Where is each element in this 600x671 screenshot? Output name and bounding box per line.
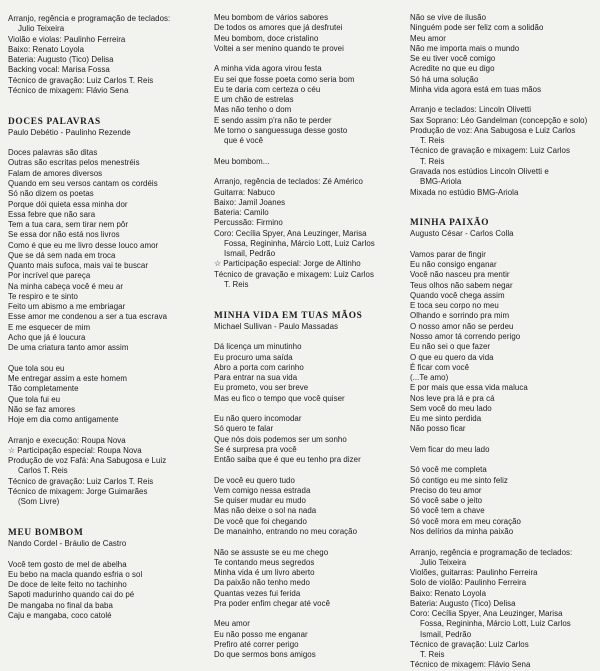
blank-line <box>214 54 404 64</box>
blank-line <box>8 96 204 106</box>
text-line: Preciso do teu amor <box>410 485 482 495</box>
text-line: Por incrível que pareça <box>8 271 91 281</box>
text-line-continued: T. Reis <box>420 650 445 660</box>
text-line: Hoje em dia como antigamente <box>8 415 119 425</box>
text-line: Mas não tenho o dom <box>214 105 292 115</box>
text-line: Técnico de gravação: Luiz Carlos T. Reis <box>8 75 154 85</box>
text-line: Me entregar assim a este homem <box>8 374 128 384</box>
text-line: Dá licença um minutinho <box>214 342 302 352</box>
blank-line <box>214 290 404 300</box>
blank-line <box>214 609 404 619</box>
text-line: Coro: Cecília Spyer, Ana Leuzinger, Marisa <box>214 228 367 238</box>
text-line: E me esquecer de mim <box>8 322 91 332</box>
text-line: O nosso amor não se perdeu <box>410 321 514 331</box>
column-right <box>410 13 598 671</box>
text-line: Na minha cabeça você é meu ar <box>8 281 124 291</box>
text-line: Mas não deixe o sol na nada <box>214 506 317 516</box>
text-line: Minha vida é um livro aberto <box>214 568 315 578</box>
text-line: Te respiro e te sinto <box>8 291 78 301</box>
blank-line <box>410 208 598 218</box>
text-line: De uma criatura tanto amor assim <box>8 343 129 353</box>
blank-line <box>410 240 598 250</box>
text-line: Eu bebo na macla quando esfria o sol <box>8 569 143 579</box>
text-line: Me torno o sanguessuga desse gosto <box>214 125 348 135</box>
text-line: De doce de leite feito no tachinho <box>8 580 127 590</box>
text-line: De todos os amores que já desfrutei <box>214 23 343 33</box>
text-line: Prefiro até correr perigo <box>214 639 299 649</box>
text-line: Não se faz amores <box>8 404 76 414</box>
text-line: Só você tem a chave <box>410 506 485 516</box>
text-line: Eu não consigo enganar <box>410 260 497 270</box>
text-line: Quanto mais sufoca, mais vai te buscar <box>8 261 149 271</box>
text-line: Ninguém pode ser feliz com a solidão <box>410 23 544 33</box>
blank-line <box>214 146 404 156</box>
star-icon: ☆ <box>214 259 222 269</box>
text-line: Solo de violão: Paulinho Ferreira <box>410 578 527 588</box>
text-line: Técnico de mixagem: Flávio Sena <box>410 660 531 670</box>
blank-line <box>410 435 598 445</box>
text-line: Se quiser mudar eu mudo <box>214 496 306 506</box>
text-line-continued: Ismail, Pedrão <box>224 249 276 259</box>
text-line: Só você sabe o jeito <box>410 496 483 506</box>
text-line: Meu bombom... <box>214 156 270 166</box>
text-line: Técnico de gravação e mixagem: Luiz Carlos <box>410 146 570 156</box>
text-line: Violão e violas: Paulinho Ferreira <box>8 34 126 44</box>
text-line: Guitarra: Nabuco <box>214 187 275 197</box>
blank-line <box>410 455 598 465</box>
text-line: Não se assuste se eu me chego <box>214 547 329 557</box>
blank-line <box>8 549 204 559</box>
blank-line <box>8 138 204 148</box>
blank-line <box>214 300 404 310</box>
text-line: Eu procuro uma saída <box>214 352 293 362</box>
blank-line <box>410 198 598 208</box>
text-line: Meu bombom, doce cristalino <box>214 33 319 43</box>
text-line: Não se vive de ilusão <box>410 13 487 22</box>
text-line: Acho que já é loucura <box>8 332 86 342</box>
text-line: Eu sei que fosse poeta como seria bom <box>214 74 355 84</box>
text-line: Bateria: Augusto (Tico) Delisa <box>8 55 114 65</box>
star-icon: ☆ <box>8 445 16 455</box>
text-line: Abro a porta com carinho <box>214 362 304 372</box>
text-line: Então saiba que é que eu tenho pra dizer <box>214 455 361 465</box>
text-line: Só você me completa <box>410 465 487 475</box>
text-line: Minha vida agora está em tuas mãos <box>410 84 542 94</box>
blank-line <box>410 95 598 105</box>
text-line: Paulo Debétio - Paulinho Rezende <box>8 127 131 137</box>
text-line: Nos leve pra lá e pra cá <box>410 393 495 403</box>
text-line: Bateria: Augusto (Tico) Delisa <box>410 598 516 608</box>
text-line: Que tola sou eu <box>8 363 65 373</box>
song-title: MINHA VIDA EM TUAS MÃOS <box>214 310 363 321</box>
blank-line <box>214 167 404 177</box>
text-line: Nando Cordel - Bráulio de Castro <box>8 539 127 549</box>
text-line: Meu bombom de vários sabores <box>214 13 329 22</box>
blank-line <box>8 354 204 364</box>
text-line: Produção de voz Fafá: Ana Sabugosa e Luiz <box>8 456 167 466</box>
text-line: Eu não posso me enganar <box>214 629 308 639</box>
text-line-continued: BMG-Ariola <box>420 177 462 187</box>
text-line: Do que sermos bons amigos <box>214 650 316 660</box>
text-line: Coro: Cecília Spyer, Ana Leuzinger, Marisa <box>410 609 563 619</box>
text-line: (...Te amo) <box>410 373 449 383</box>
text-line: Sem você do meu lado <box>410 403 492 413</box>
text-line: Esse amor me condenou a ser a tua escrava <box>8 312 168 322</box>
text-line: Vamos parar de fingir <box>410 249 486 259</box>
text-line-continued: T. Reis <box>420 156 445 166</box>
text-line: Arranjo, regência e programação de teclados: <box>8 14 171 23</box>
text-line: Vem comigo nessa estrada <box>214 485 311 495</box>
text-line: Técnico de gravação: Luiz Carlos <box>410 639 529 649</box>
text-line: Violões, guitarras: Paulinho Ferreira <box>410 568 538 578</box>
text-line-continued: T. Reis <box>420 136 445 146</box>
text-line: Se é surpresa pra você <box>214 444 297 454</box>
blank-line <box>214 537 404 547</box>
blank-line <box>8 425 204 435</box>
text-line: Bateria: Camilo <box>214 208 269 218</box>
text-line: Só quero te falar <box>214 424 274 434</box>
text-line: Só não dizem os poetas <box>8 189 94 199</box>
text-line: E por mais que essa vida maluca <box>410 383 528 393</box>
credit-line: ☆ Participação especial: Roupa Nova <box>8 445 142 455</box>
text-line: Arranjo, regência e programação de teclados: <box>410 547 573 557</box>
text-line: Tem a tua cara, sem tirar nem pôr <box>8 220 129 230</box>
blank-line <box>8 518 204 528</box>
credit-line: ☆ Participação especial: Jorge de Altinho <box>214 259 361 269</box>
text-line: E um chão de estrelas <box>214 95 294 105</box>
text-line: Eu me sinto perdida <box>410 414 482 424</box>
text-line: Porque dói quieta essa minha dor <box>8 199 128 209</box>
text-line: Sapoti madurinho quando cai do pé <box>8 590 135 600</box>
text-line-continued: Julio Teixeira <box>420 557 467 567</box>
text-line: Eu te daria com certeza o céu <box>214 84 321 94</box>
text-line: Outras são escritas pelos menestréis <box>8 158 140 168</box>
text-line: Arranjo e teclados: Lincoln Olivetti <box>410 105 532 115</box>
text-line: Técnico de mixagem: Jorge Guimarães <box>8 486 148 496</box>
text-line: Te contando meus segredos <box>214 557 315 567</box>
text-line: Backing vocal: Marisa Fossa <box>8 65 110 75</box>
column-left <box>8 14 204 621</box>
blank-line <box>8 507 204 517</box>
text-line: Técnico de mixagem: Flávio Sena <box>8 85 129 95</box>
text-line: E sendo assim p'ra não te perder <box>214 115 332 125</box>
column-middle <box>214 13 404 660</box>
text-line: Arranjo, regência de teclados: Zé Américo <box>214 177 363 187</box>
text-line: Falam de amores diversos <box>8 168 103 178</box>
text-line: De você eu quero tudo <box>214 475 295 485</box>
text-line: Você não nasceu pra mentir <box>410 270 510 280</box>
text-line: Para entrar na sua vida <box>214 373 298 383</box>
song-title: MEU BOMBOM <box>8 528 84 539</box>
text-line: É ficar com você <box>410 362 470 372</box>
text-line: De mangaba no final da baba <box>8 600 113 610</box>
text-line-continued: Fossa, Regininha, Márcio Lott, Luiz Carlos <box>224 238 375 248</box>
text-line: Se eu tiver você comigo <box>410 54 496 64</box>
text-line: Caju e mangaba, coco catolé <box>8 610 112 620</box>
text-line: Feito um abismo a me embriagar <box>8 302 126 312</box>
text-line: Meu amor <box>214 619 250 629</box>
text-line: E toca seu corpo no meu <box>410 301 499 311</box>
text-line: Nos delírios da minha paixão <box>410 527 514 537</box>
text-line: Você tem gosto de mel de abelha <box>8 559 127 569</box>
blank-line <box>214 404 404 414</box>
text-line: Olhando e sorrindo pra mim <box>410 311 510 321</box>
text-line: Meu amor <box>410 33 446 43</box>
text-line-continued: T. Reis <box>224 279 249 289</box>
text-line: Não me importa mais o mundo <box>410 43 520 53</box>
blank-line <box>410 537 598 547</box>
text-line-continued: (Som Livre) <box>18 497 60 507</box>
text-line: Baixo: Renato Loyola <box>8 44 85 54</box>
text-line: Como é que eu me livro desse louco amor <box>8 240 159 250</box>
text-line: Não posso ficar <box>410 424 466 434</box>
text-line: Eu prometo, vou ser breve <box>214 383 309 393</box>
text-line-continued: Ismail, Pedrão <box>420 629 472 639</box>
text-line: Quantas vezes fui ferida <box>214 588 301 598</box>
text-line: De você que foi chegando <box>214 516 307 526</box>
text-line-continued: Carlos T. Reis <box>18 466 68 476</box>
text-line: Michael Sullivan - Paulo Massadas <box>214 321 339 331</box>
text-line: Tão completamente <box>8 384 79 394</box>
text-line: Quando em seu versos cantam os cordéis <box>8 178 158 188</box>
text-line: Baixo: Renato Loyola <box>410 588 487 598</box>
text-line: Só contigo eu me sinto feliz <box>410 475 508 485</box>
text-line: Só você mora em meu coração <box>410 516 521 526</box>
text-line-continued: Julio Teixeira <box>18 24 65 34</box>
text-line: Voltei a ser menino quando te provei <box>214 43 344 53</box>
song-title: MINHA PAIXÃO <box>410 218 490 229</box>
text-line: Nosso amor tá correndo perigo <box>410 331 521 341</box>
text-line: Eu não quero incomodar <box>214 414 302 424</box>
text-line: Acredite no que eu digo <box>410 64 495 74</box>
text-line: Que se dá sem nada em troca <box>8 250 116 260</box>
song-title: DOCES PALAVRAS <box>8 116 101 127</box>
text-line: Produção de voz: Ana Sabugosa e Luiz Carlos <box>410 125 576 135</box>
text-line: Só há uma solução <box>410 74 479 84</box>
text-line: Gravada nos estúdios Lincoln Olivetti e <box>410 166 549 176</box>
text-line: Essa febre que não sara <box>8 209 96 219</box>
blank-line <box>214 332 404 342</box>
text-line: A minha vida agora virou festa <box>214 64 322 74</box>
blank-line <box>214 465 404 475</box>
text-line: Da paixão não tenho medo <box>214 578 310 588</box>
text-line: Pra poder enfim chegar até você <box>214 598 331 608</box>
text-line: Baixo: Jamil Joanes <box>214 197 286 207</box>
text-line: Que tola fui eu <box>8 394 61 404</box>
text-line: Vem ficar do meu lado <box>410 444 490 454</box>
text-line: Teus olhos não sabem negar <box>410 280 513 290</box>
text-line: Augusto César - Carlos Colla <box>410 229 514 239</box>
text-line-continued: Fossa, Regininha, Márcio Lott, Luiz Carlos <box>420 619 571 629</box>
text-line: Mas eu fico o tempo que você quiser <box>214 393 345 403</box>
text-line: Doces palavras são ditas <box>8 148 98 158</box>
text-line: Técnico de gravação e mixagem: Luiz Carlos <box>214 269 374 279</box>
text-line: Se essa dor não está nos livros <box>8 230 120 240</box>
text-line: De manainho, entrando no meu coração <box>214 527 358 537</box>
text-line: O que eu quero da vida <box>410 352 494 362</box>
text-line: Percussão: Firmino <box>214 218 283 228</box>
text-line: Técnico de gravação: Luiz Carlos T. Reis <box>8 476 154 486</box>
text-line: Arranjo e execução: Roupa Nova <box>8 435 126 445</box>
text-line: Sax Soprano: Léo Gandelman (concepção e solo) <box>410 115 588 125</box>
text-line: Mixada no estúdio BMG-Ariola <box>410 187 519 197</box>
blank-line <box>8 106 204 116</box>
text-line: Eu não sei o que fazer <box>410 342 491 352</box>
text-line: Quando você chega assim <box>410 290 505 300</box>
text-line: Que nós dois podemos ser um sonho <box>214 434 347 444</box>
text-line-continued: que é você <box>224 136 264 146</box>
